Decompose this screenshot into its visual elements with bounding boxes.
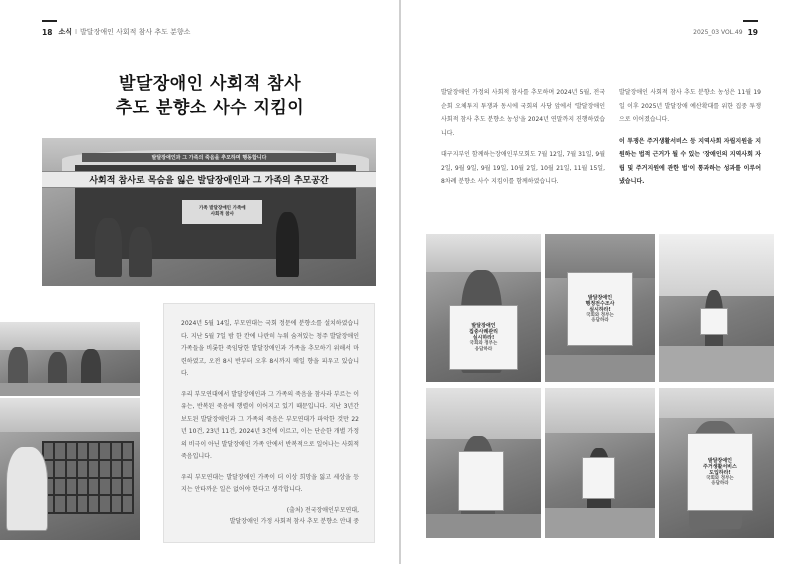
column1-paragraph-1: 발달장애인 가정의 사회적 참사를 추모하며 2024년 5월, 전국순회 오체투지 투쟁과 동시에 국회의 사당 앞에서 '발달장애인 사회적 참사 추도 분향소 농성'을 2024년 연말까지 진행하였습니다. <box>441 89 605 137</box>
protest-photo-2 <box>545 234 655 382</box>
column2-paragraph-1: 발달장애인 사회적 참사 추도 분향소 농성은 11월 19일 이후 2025년 발달장애 예산확대를 위한 집중 투쟁으로 이어졌습니다. <box>619 89 761 123</box>
title-line-2: 추도 분향소 사수 지킴이 <box>115 98 305 118</box>
photo-ground <box>426 514 541 538</box>
photo-sky <box>426 388 541 439</box>
sign-line: 집중사례관리 <box>469 329 498 336</box>
quote-credit-1: (출처) 전국장애인부모연대, <box>286 506 359 514</box>
tent-top-banner: 발달장애인과 그 가족의 죽음을 추모하며 행동합니다 <box>82 153 336 162</box>
photo-sky <box>0 322 140 350</box>
protest-sign <box>458 451 504 511</box>
protest-sign <box>687 433 754 511</box>
quote-paragraph-1: 2024년 5월 14일, 부모연대는 국회 정문에 분향소를 설치하였습니다. 지난 5월 7일 밤 한 칸에 나란히 누워 숨져있는 청주 발달장애인 가족들을 비롯한 죽임당한 발달장애인과 가족을 추모하기 위해서 마련하였고, 오전 8시 반부터 오후 8시까지 매일 향을 피우고 있습니다. <box>181 320 359 377</box>
right-running-header <box>693 26 758 38</box>
quote-credit-2: 발달장애인 가정 사회적 참사 추모 분향소 안내 중 <box>229 517 359 525</box>
board-line-1: 가족 발달장애인 가족에 <box>199 206 246 212</box>
photo-ground <box>659 346 774 382</box>
sign-line: 발달장애인 <box>471 323 496 330</box>
article-title <box>90 72 330 120</box>
sign-line: 발달장애인 <box>587 295 613 302</box>
photo-ground <box>545 508 655 538</box>
memorial-board <box>182 200 262 224</box>
column2-paragraph-2: 이 투쟁은 주거생활서비스 등 지역사회 자립지원을 지원하는 법적 근거가 될 수 있는 '장애인의 지역사회 자립 및 주거지원에 관한 법'이 통과하는 성과를 이루어냈습니다. <box>619 137 761 185</box>
title-line-1: 발달장애인 사회적 참사 <box>118 74 302 94</box>
protest-photo-5 <box>545 388 655 538</box>
photo-sky <box>545 388 655 433</box>
header-rule <box>42 20 57 22</box>
photo-sky <box>0 398 140 432</box>
right-page <box>401 0 800 564</box>
board-line-2: 사회적 참사 <box>210 211 234 217</box>
photo-ground <box>0 383 140 396</box>
memorial-wall-photo <box>0 398 140 540</box>
memorial-tent-photo <box>42 138 376 286</box>
running-title: 발달장애인 사회적 참사 추도 분향소 <box>80 28 191 36</box>
text-column-2 <box>619 86 761 197</box>
page-number: 19 <box>747 27 758 37</box>
sign-line: 응답하라 <box>591 318 609 324</box>
protest-sign <box>567 272 633 346</box>
protest-photo-3 <box>659 234 774 382</box>
photo-sky <box>659 234 774 296</box>
sign-line: 행정전수조사 <box>585 301 615 308</box>
sign-line: 응답하라 <box>474 346 493 352</box>
column1-paragraph-2: 대구지부인 함께하는장애인부모회도 7월 12일, 7월 31일, 9월 2일, 9월 9일, 9월 19일, 10월 2일, 10월 21일, 11월 15일, 8차례 분향소 사수 지킴이를 함께하였습니다. <box>441 151 605 185</box>
protest-photo-1 <box>426 234 541 382</box>
sign-line: 발달장애인 <box>707 457 733 464</box>
header-rule <box>743 20 758 22</box>
photo-sky <box>426 234 541 272</box>
sign-line: 주거생활서비스 <box>703 463 737 470</box>
page-number: 18 <box>42 27 53 37</box>
protest-sign <box>582 457 615 499</box>
issue-label: 2025_03 VOL.49 <box>693 28 743 36</box>
person-figure <box>95 218 122 277</box>
tent-main-banner: 사회적 참사로 목숨을 잃은 발달장애인과 그 가족의 추모공간 <box>42 171 376 189</box>
text-column-1 <box>441 86 605 197</box>
sign-line: 도입하라! <box>709 469 731 476</box>
sign-line: 응답하라 <box>711 481 729 486</box>
photo-ground <box>545 355 655 382</box>
sign-line: 실시하라! <box>472 335 495 342</box>
portrait-wall <box>42 441 134 515</box>
left-page <box>0 0 399 564</box>
protest-sign <box>449 305 518 370</box>
quote-box <box>163 303 375 543</box>
protest-sign <box>700 308 728 335</box>
sign-line: 국회와 정부는 <box>706 475 734 481</box>
person-figure <box>276 212 299 277</box>
sign-line: 실시하라! <box>589 307 611 314</box>
person-figure <box>129 227 152 277</box>
header-separator: I <box>74 28 78 36</box>
protest-photo-4 <box>426 388 541 538</box>
section-label: 소식 <box>58 28 72 36</box>
quote-paragraph-3: 우리 부모연대는 발달장애인 가족이 더 이상 희망을 잃고 세상을 등지는 안타까운 일은 없어야 한다고 생각합니다. <box>181 473 359 493</box>
quote-paragraph-2: 우리 부모연대에서 발달장애인과 그 가족의 죽음을 참사라 부르는 이유는, 반복된 죽음에 행렬이 이어지고 있기 때문입니다. 지난 3년간 보도된 발달장애인과 그 가족의 죽음은 부모연대가 파악한 것만 22년 10건, 23년 11건, 2024년 3건에 이르고, 이는 단순한 개별 가정의 비극이 아닌 발달장애인 가족 안에서 반복적으로 일어나는 사회적 죽음입니다. <box>181 390 359 460</box>
sign-line: 국회와 정부는 <box>586 313 614 319</box>
protest-photo-6 <box>659 388 774 538</box>
sign-line: 국회와 정부는 <box>469 341 498 347</box>
left-running-header <box>42 26 190 38</box>
photo-sky <box>659 388 774 418</box>
mourners-photo <box>0 322 140 396</box>
person-figure <box>6 446 48 531</box>
